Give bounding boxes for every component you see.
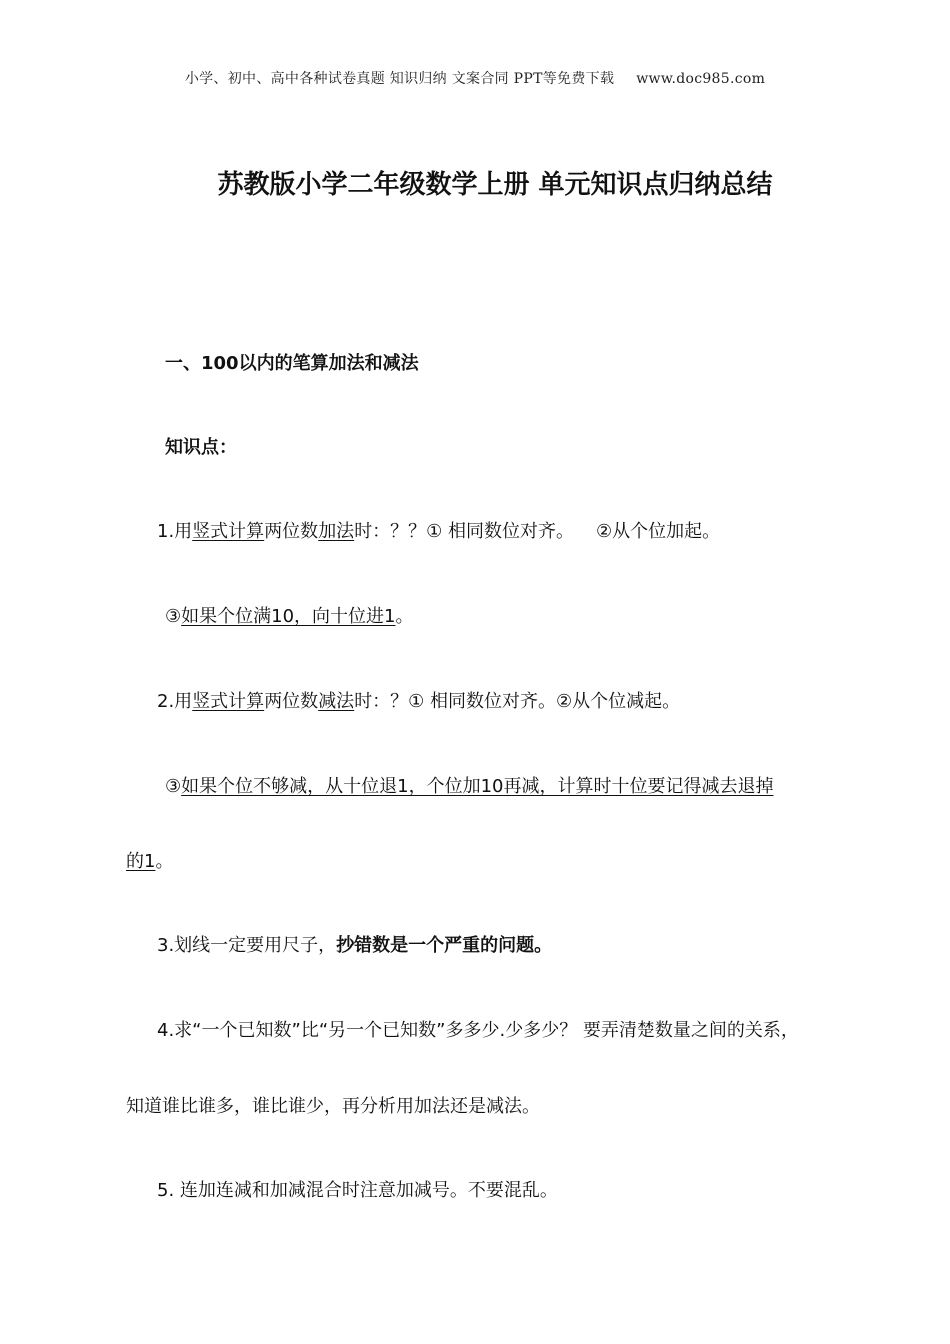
item-2-line-3-end: 。 — [155, 851, 174, 872]
item-1-prefix: 1.用 — [157, 521, 193, 542]
item-4-line-1: 4.求“一个已知数”比“另一个已知数”多多少.少多少？ 要弄清楚数量之间的关系， — [157, 1020, 799, 1041]
item-3-bold: 抄错数是一个严重的问题。 — [336, 935, 553, 956]
item-1-line-2-end: 。 — [395, 606, 414, 627]
item-2-line-3 — [126, 850, 173, 874]
item-2-line-3-underline: 的1 — [126, 851, 156, 872]
section-heading: 一、100以内的笔算加法和减法 — [165, 353, 419, 374]
item-5: 5. 连加连减和加减混合时注意加减号。不要混乱。 — [157, 1180, 558, 1201]
page-header — [0, 68, 950, 88]
knowledge-label: 知识点： — [165, 437, 237, 458]
item-2-rest: 时：？① 相同数位对齐。②从个位减起。 — [354, 691, 681, 712]
item-1-line-2-underline: 如果个位满10，向十位进1 — [181, 606, 396, 627]
document-title: 苏教版小学二年级数学上册 单元知识点归纳总结 — [217, 170, 773, 200]
header-text: 小学、初中、高中各种试卷真题 知识归纳 文案合同 PPT等免费下载 — [184, 71, 615, 87]
item-2-prefix: 2.用 — [157, 691, 193, 712]
item-3 — [157, 934, 552, 958]
item-2-underline-1: 竖式计算 — [192, 691, 265, 712]
header-site: www.doc985.com — [636, 71, 766, 87]
item-2-line-2 — [165, 775, 774, 799]
item-2-line-1 — [157, 690, 680, 714]
item-1-line-2 — [165, 605, 414, 629]
item-2-line-2-underline: 如果个位不够减，从十位退1，个位加10再减，计算时十位要记得减去退掉 — [181, 776, 774, 797]
item-1-rest: 时：？？① 相同数位对齐。 — [354, 521, 575, 542]
item-1-underline-1: 竖式计算 — [192, 521, 265, 542]
item-2-underline-2: 减法 — [318, 691, 355, 712]
item-1-line-1 — [157, 520, 720, 544]
item-1-line-2-prefix: ③ — [165, 606, 182, 627]
item-1-mid: 两位数 — [264, 521, 319, 542]
item-1-rest-2: ②从个位加起。 — [596, 521, 721, 542]
item-2-line-2-prefix: ③ — [165, 776, 182, 797]
item-1-underline-2: 加法 — [318, 521, 355, 542]
item-3-normal: 3.划线一定要用尺子， — [157, 935, 337, 956]
item-2-mid: 两位数 — [264, 691, 319, 712]
item-4-line-2: 知道谁比谁多，谁比谁少，再分析用加法还是减法。 — [126, 1096, 540, 1117]
